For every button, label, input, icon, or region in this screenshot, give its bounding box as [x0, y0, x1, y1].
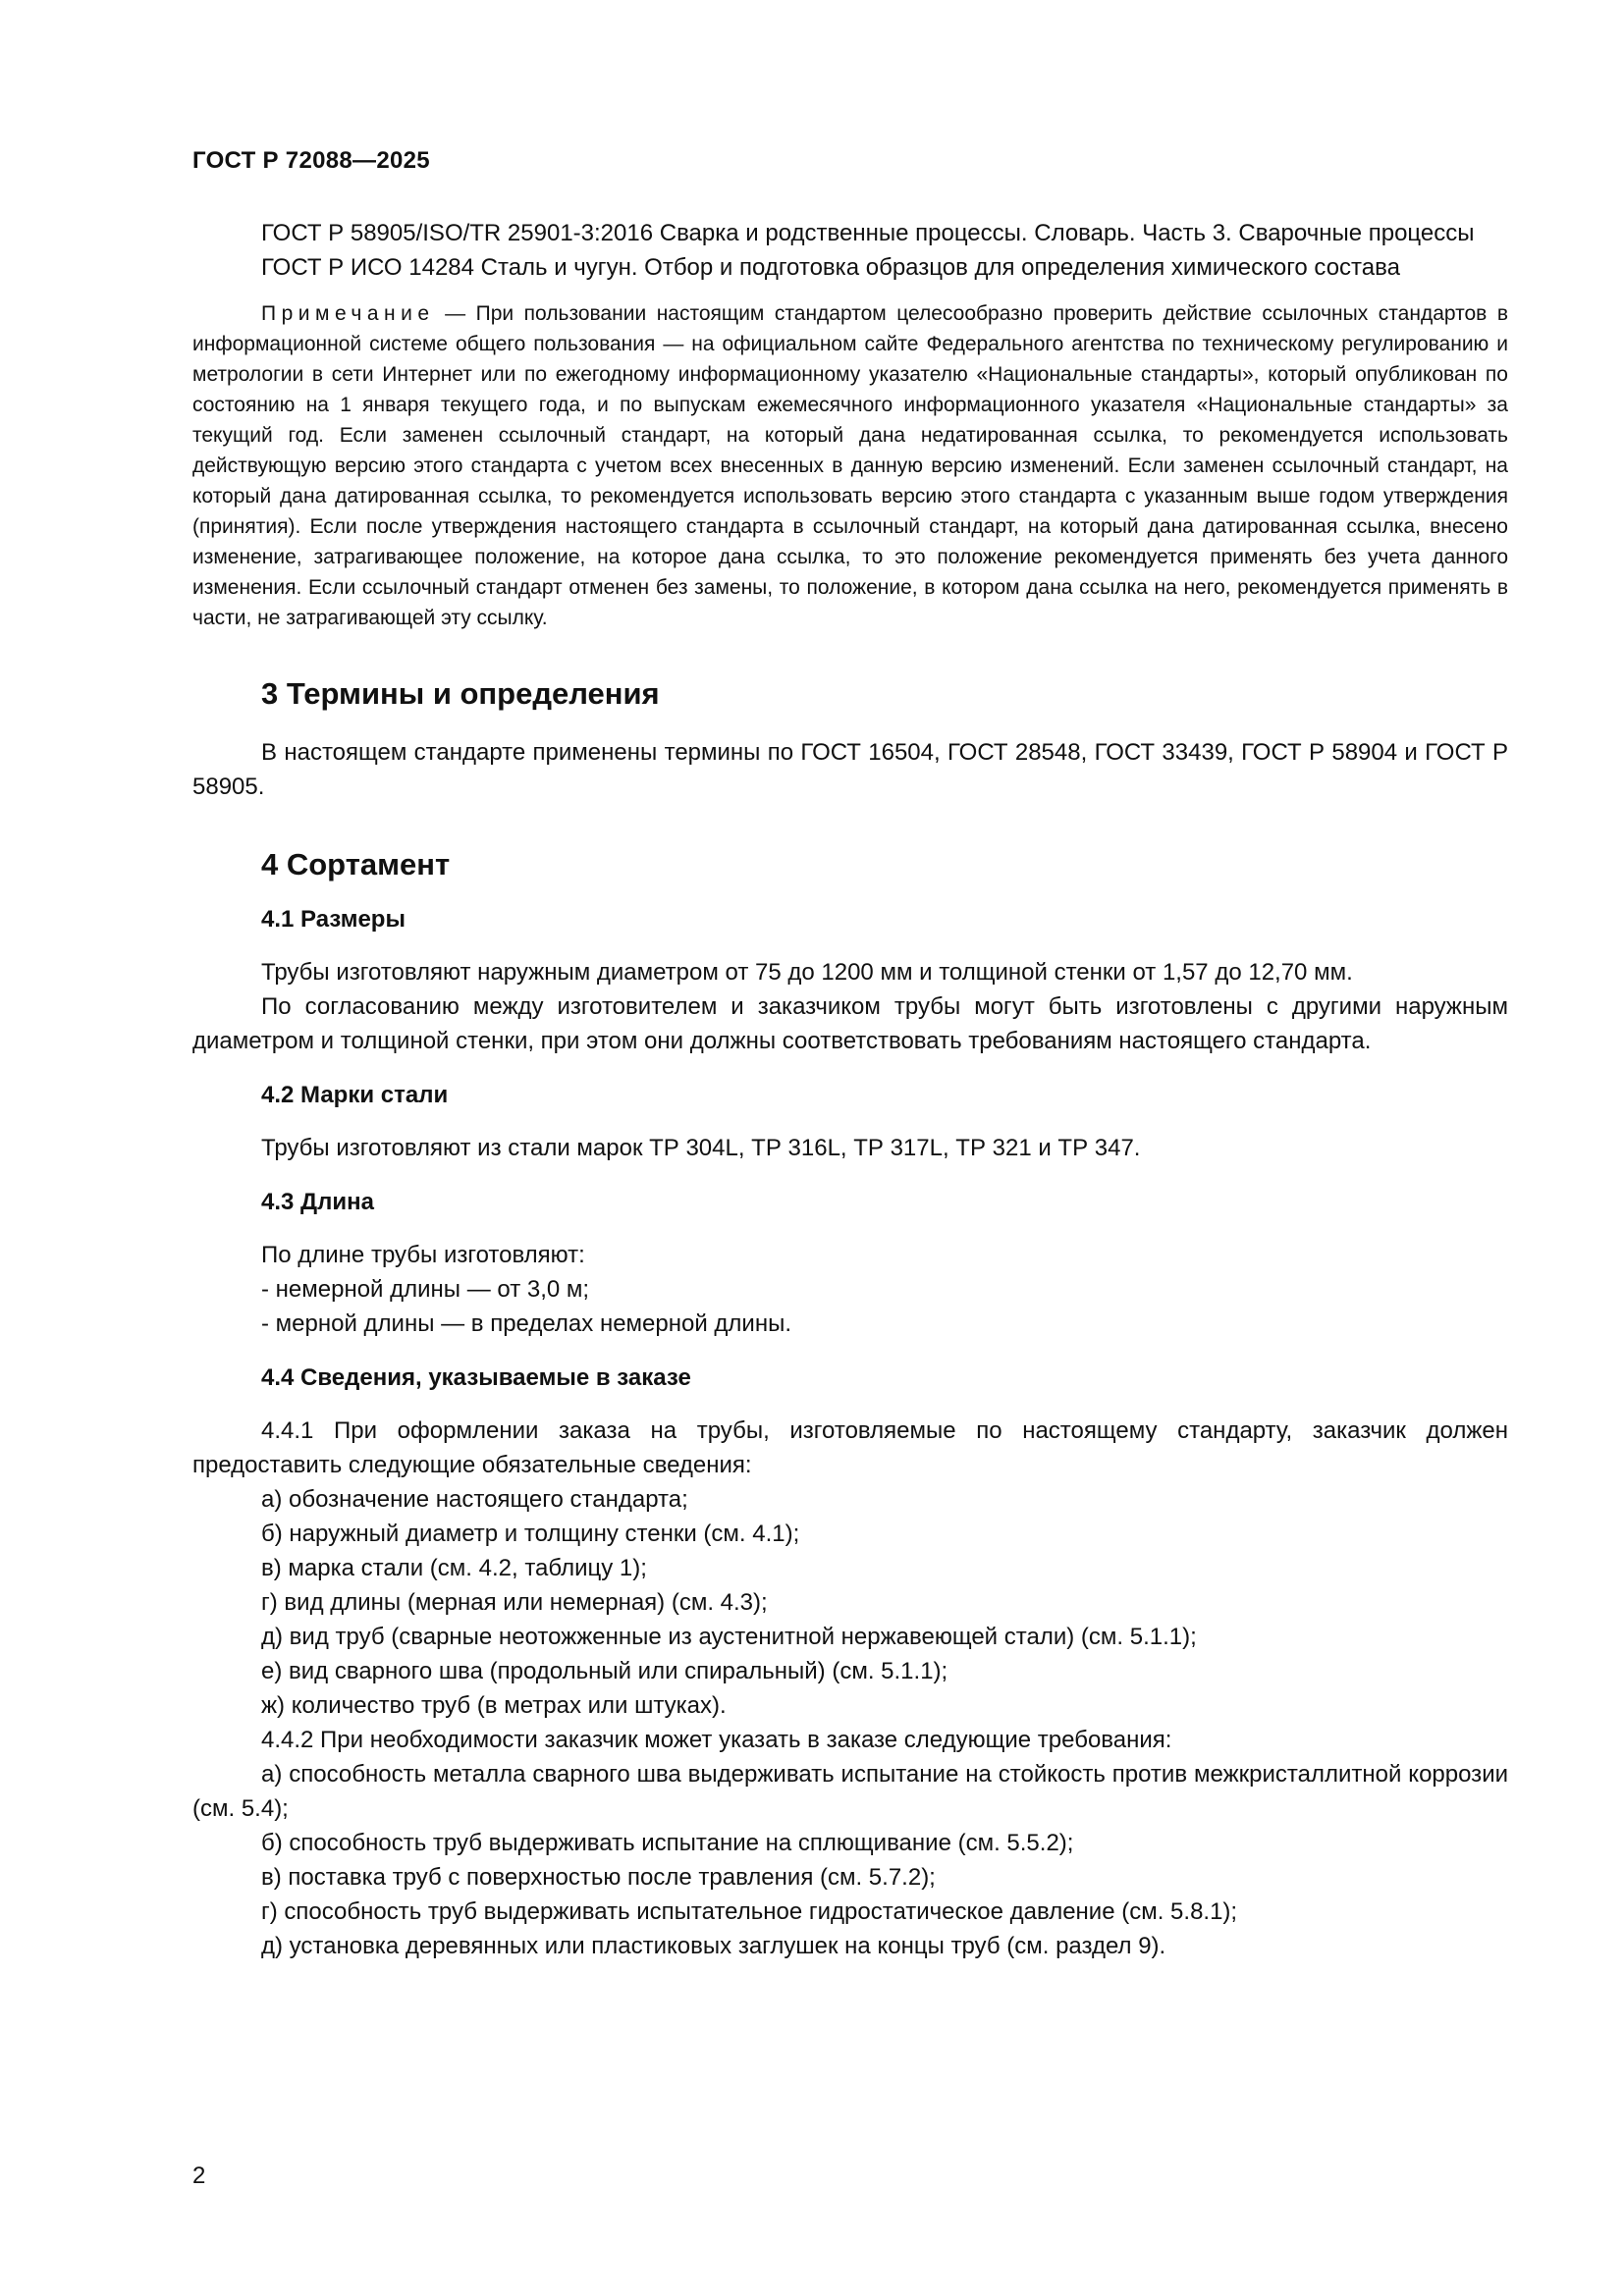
list-item: По длине трубы изготовляют: — [261, 1242, 585, 1268]
list-item: д) установка деревянных или пластиковых заглушек на концы труб (см. раздел 9). — [261, 1933, 1166, 1959]
list-item: в) марка стали (см. 4.2, таблицу 1); — [261, 1555, 647, 1581]
section-4-1-title: 4.1 Размеры — [261, 906, 406, 933]
list-item: г) вид длины (мерная или немерная) (см. 4.3); — [261, 1589, 768, 1616]
note-paragraph — [192, 298, 1508, 633]
section-4-3-title: 4.3 Длина — [261, 1189, 374, 1215]
section-4-2-title: 4.2 Марки стали — [261, 1082, 449, 1108]
list-item: б) наружный диаметр и толщину стенки (см. 4.1); — [261, 1521, 800, 1547]
list-item: а) обозначение настоящего стандарта; — [261, 1486, 688, 1513]
list-item: г) способность труб выдерживать испытательное гидростатическое давление (см. 5.8.1); — [261, 1898, 1238, 1925]
section-3-title: 3 Термины и определения — [261, 676, 660, 711]
paragraph: Трубы изготовляют наружным диаметром от 75 до 1200 мм и толщиной стенки от 1,57 до 12,70 мм. — [261, 959, 1353, 986]
section-4-4-title: 4.4 Сведения, указываемые в заказе — [261, 1364, 691, 1391]
paragraph: Трубы изготовляют из стали марок ТР 304L, ТР 316L, ТР 317L, ТР 321 и ТР 347. — [261, 1135, 1141, 1161]
page-content — [192, 147, 1508, 1963]
note-label: Примечание — [261, 302, 435, 325]
list-item: ж) количество труб (в метрах или штуках). — [261, 1692, 727, 1719]
list-item: б) способность труб выдерживать испытание на сплющивание (см. 5.5.2); — [261, 1830, 1074, 1856]
section-3-text: В настоящем стандарте применены термины по ГОСТ 16504, ГОСТ 28548, ГОСТ 33439, ГОСТ Р 58904 и ГОСТ Р 58905. — [192, 739, 1508, 800]
list-item: д) вид труб (сварные неотожженные из аустенитной нержавеющей стали) (см. 5.1.1); — [261, 1624, 1197, 1650]
reference-item: ГОСТ Р 58905/ISO/TR 25901-3:2016 Сварка и родственные процессы. Словарь. Часть 3. Сварочные процессы — [261, 220, 1475, 246]
paragraph: По согласованию между изготовителем и заказчиком трубы могут быть изготовлены с другими наружным диаметром и толщиной стенки, при этом они должны соответствовать требованиям настоящего стандарта. — [192, 993, 1508, 1054]
paragraph: 4.4.1 При оформлении заказа на трубы, изготовляемые по настоящему стандарту, заказчик должен предоставить следующие обязательные сведения: — [192, 1417, 1508, 1478]
list-item: е) вид сварного шва (продольный или спиральный) (см. 5.1.1); — [261, 1658, 948, 1684]
page-number: 2 — [192, 2163, 206, 2189]
paragraph: 4.4.2 При необходимости заказчик может указать в заказе следующие требования: — [261, 1727, 1172, 1753]
reference-item: ГОСТ Р ИСО 14284 Сталь и чугун. Отбор и подготовка образцов для определения химического состава — [261, 254, 1400, 281]
section-4-title: 4 Сортамент — [261, 847, 451, 881]
note-text: — При пользовании настоящим стандартом целесообразно проверить действие ссылочных стандартов в информационной системе общего пользования — на официальном сайте Федерального агентства по техническому регулированию и метрологии в сети Интернет или по ежегодному информационному указателю «Национальные стандарты», который опубликован по состоянию на 1 января текущего года, и по выпускам ежемесячного информационного указателя «Национальные стандарты» за текущий год. Если заменен ссылочный стандарт, на который дана недатированная ссылка, то рекомендуется использовать действующую версию этого стандарта с учетом всех внесенных в данную версию изменений. Если заменен ссылочный стандарт, на который дана датированная ссылка, то рекомендуется использовать версию этого стандарта с указанным выше годом утверждения (принятия). Если после утверждения настоящего стандарта в ссылочный стандарт, на который дана датированная ссылка, внесено изменение, затрагивающее положение, на которое дана ссылка, то это положение рекомендуется применять без учета данного изменения. Если ссылочный стандарт отменен без замены, то положение, в котором дана ссылка на него, рекомендуется применять в части, не затрагивающей эту ссылку. — [192, 302, 1508, 629]
list-item: а) способность металла сварного шва выдерживать испытание на стойкость против межкристаллитной коррозии (см. 5.4); — [192, 1761, 1508, 1822]
list-item: - мерной длины — в пределах немерной длины. — [261, 1310, 791, 1337]
list-item: - немерной длины — от 3,0 м; — [261, 1276, 590, 1303]
document-header: ГОСТ Р 72088—2025 — [192, 147, 430, 174]
list-item: в) поставка труб с поверхностью после травления (см. 5.7.2); — [261, 1864, 936, 1891]
